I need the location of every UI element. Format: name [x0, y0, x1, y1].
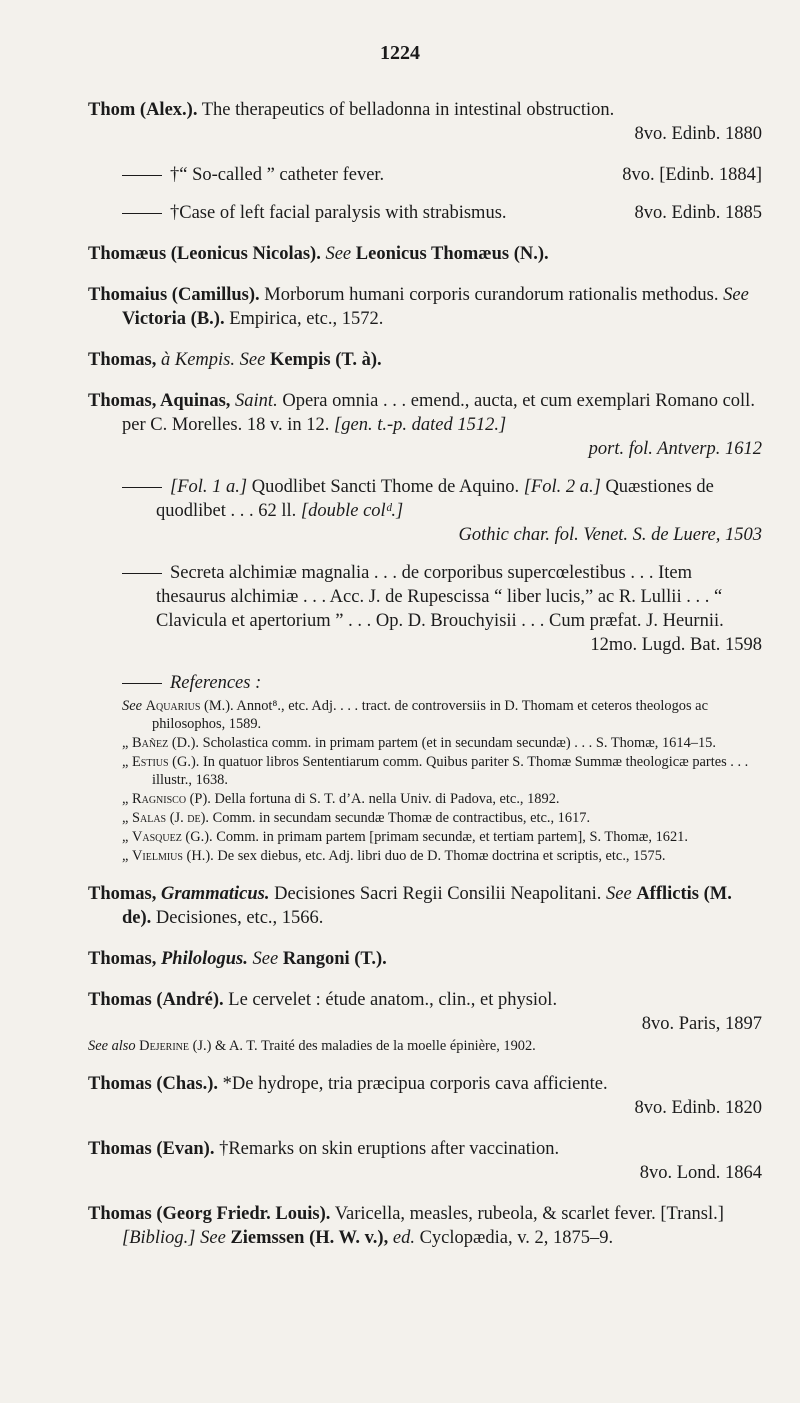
- entry-thomas-evan: [88, 1137, 762, 1185]
- entry-title: †Case of left facial paralysis with strabismus.: [170, 203, 507, 223]
- entry-title: Secreta alchimiæ magnalia . . . de corporibus supercœlestibus . . . Item thesaurus alchimiæ . . . Acc. J. de Rupescissa “ liber lucis,” ac R. Lullii . . . “ Clavicula et apertorium ” . . . Op. D. Brouchyisii . . . Cum præfat. J. Heurnii.: [156, 563, 724, 631]
- entry-thomas-andre: [88, 988, 762, 1055]
- entry-heading: Thomas,: [88, 884, 157, 904]
- entry-aquinas-quodlibet: [88, 475, 762, 547]
- entry-heading-qualifier: Saint.: [235, 391, 278, 411]
- ref-prefix: „: [122, 791, 129, 807]
- cross-reference: Leonicus Thomæus (N.).: [355, 244, 549, 264]
- see-label: See: [200, 1228, 226, 1248]
- entry-imprint: 8vo. Edinb. 1820: [634, 1098, 762, 1118]
- entry-title: Decisiones Sacri Regii Consilii Neapolitani.: [274, 884, 602, 904]
- entry-rest: Cyclopædia, v. 2, 1875–9.: [419, 1228, 614, 1248]
- entry-heading-qualifier: Grammaticus.: [161, 884, 270, 904]
- ref-text: Annot⁸., etc. Adj. . . . tract. de controversiis in D. Thomam et ceteros theologos ac philosophos, 1589.: [152, 698, 708, 732]
- entry-title: Opera omnia . . . emend., aucta, et cum exemplari Romano coll. per C. Morelles. 18 v. in 12.: [122, 391, 755, 435]
- entry-heading-qualifier: à Kempis.: [161, 350, 235, 370]
- entry-thomas-philologus: [88, 947, 762, 971]
- references-list: [122, 697, 762, 865]
- reference-item: [122, 753, 762, 789]
- ref-text: Della fortuna di S. T. d’A. nella Univ. di Padova, etc., 1892.: [214, 791, 560, 807]
- entry-title: Quodlibet Sancti Thome de Aquino.: [251, 477, 520, 497]
- entry-imprint: 8vo. [Edinb. 1884]: [622, 165, 762, 185]
- entry-imprint: Gothic char. fol. Venet. S. de Luere, 1503: [458, 525, 762, 545]
- entry-title: The therapeutics of belladonna in intestinal obstruction.: [201, 100, 615, 120]
- cross-reference: Victoria (B.).: [122, 309, 225, 329]
- entry-heading: Thomas,: [88, 350, 157, 370]
- ditto-dash: [122, 175, 162, 176]
- entry-thomaius: [88, 283, 762, 331]
- ref-name: Estius (G.).: [132, 754, 200, 770]
- cross-reference: Ziemssen (H. W. v.),: [230, 1228, 389, 1248]
- see-also-note: [88, 1037, 762, 1055]
- reference-item: [122, 790, 762, 808]
- ref-name: Vasquez (G.).: [132, 829, 213, 845]
- entry-thomas-chas: [88, 1072, 762, 1120]
- folio-note: [Fol. 2 a.]: [523, 477, 601, 497]
- ref-text: In quatuor libros Sententiarum comm. Quibus pariter S. Thomæ Summæ theologicæ partes . . . illustr., 1638.: [152, 754, 749, 788]
- entry-rest: Decisiones, etc., 1566.: [155, 908, 324, 928]
- entry-heading: Thomas (Georg Friedr. Louis).: [88, 1204, 331, 1224]
- reference-item: [122, 828, 762, 846]
- see-also-text: Traité des maladies de la moelle épinière, 1902.: [260, 1038, 536, 1054]
- cross-reference: Afflictis (M. de).: [122, 884, 732, 928]
- entry-note: [double colᵈ.]: [300, 501, 404, 521]
- ref-name: Bañez (D.).: [132, 735, 200, 751]
- entry-title: Varicella, measles, rubeola, & scarlet fever. [Transl.]: [334, 1204, 724, 1224]
- see-also-name: Dejerine (J.) & A. T.: [139, 1038, 258, 1054]
- entry-thomaeus: [88, 242, 762, 266]
- entry-thomas-kempis: [88, 348, 762, 372]
- entry-heading-qualifier: Philologus.: [161, 949, 248, 969]
- entry-imprint: port. fol. Antverp. 1612: [588, 439, 762, 459]
- ref-prefix: „: [122, 735, 129, 751]
- ref-text: Comm. in secundam secundæ Thomæ de contractibus, etc., 1617.: [212, 810, 591, 826]
- entry-note: [gen. t.-p. dated 1512.]: [334, 415, 507, 435]
- entry-heading: Thomaius (Camillus).: [88, 285, 260, 305]
- see-label: See: [325, 244, 352, 264]
- entry-heading: Thomas, Aquinas,: [88, 391, 231, 411]
- entry-thom-alex: [88, 98, 762, 146]
- entry-imprint: 8vo. Edinb. 1885: [634, 203, 762, 223]
- entry-title: †Remarks on skin eruptions after vaccination.: [219, 1139, 560, 1159]
- ditto-dash: [122, 487, 162, 488]
- ref-text: Comm. in primam partem [primam secundæ, et tertiam partem], S. Thomæ, 1621.: [216, 829, 688, 845]
- entry-title: Le cervelet : étude anatom., clin., et physiol.: [228, 990, 558, 1010]
- entry-note: [Bibliog.]: [122, 1228, 196, 1248]
- ref-prefix: „: [122, 810, 129, 826]
- folio-note: [Fol. 1 a.]: [170, 477, 248, 497]
- entry-thomas-grammaticus: [88, 882, 762, 930]
- see-label: See: [252, 949, 279, 969]
- see-label: See: [239, 350, 266, 370]
- entry-title-2: Quæstiones de quodlibet . . . 62 ll.: [156, 477, 714, 521]
- entry-thom-catheter: [88, 163, 762, 187]
- editor-label: ed.: [392, 1228, 415, 1248]
- entry-title: †“ So-called ” catheter fever.: [170, 165, 385, 185]
- entry-heading: Thomæus (Leonicus Nicolas).: [88, 244, 321, 264]
- entry-rest: Empirica, etc., 1572.: [229, 309, 384, 329]
- entry-thomas-aquinas: [88, 389, 762, 461]
- ref-name: Salas (J. de).: [132, 810, 210, 826]
- ref-prefix: „: [122, 754, 129, 770]
- entry-heading: Thomas,: [88, 949, 157, 969]
- entry-thomas-georg: [88, 1202, 762, 1250]
- entry-heading: Thomas (Chas.).: [88, 1074, 219, 1094]
- reference-item: [122, 697, 762, 733]
- entry-title: Morborum humani corporis curandorum rationalis methodus.: [264, 285, 719, 305]
- entry-thom-facial: [88, 201, 762, 225]
- ditto-dash: [122, 213, 162, 214]
- references-label: References :: [170, 673, 262, 693]
- entry-aquinas-alchimia: [88, 561, 762, 657]
- entry-heading: Thomas (André).: [88, 990, 224, 1010]
- entry-heading: Thom (Alex.).: [88, 100, 198, 120]
- ref-name: Ragnisco (P).: [132, 791, 211, 807]
- entry-imprint: 8vo. Edinb. 1880: [634, 124, 762, 144]
- ref-prefix: See: [122, 698, 142, 714]
- reference-item: [122, 734, 762, 752]
- reference-item: [122, 809, 762, 827]
- references-heading: [88, 671, 762, 695]
- ref-text: Scholastica comm. in primam partem (et in secundam secundæ) . . . S. Thomæ, 1614–15.: [202, 735, 716, 751]
- entry-title: *De hydrope, tria præcipua corporis cava afficiente.: [222, 1074, 608, 1094]
- cross-reference: Kempis (T. à).: [269, 350, 382, 370]
- entry-imprint: 8vo. Lond. 1864: [639, 1163, 762, 1183]
- see-also-label: See also: [88, 1038, 136, 1054]
- ref-prefix: „: [122, 848, 129, 864]
- ref-text: De sex diebus, etc. Adj. libri duo de D. Thomæ doctrina et scriptis, etc., 1575.: [217, 848, 666, 864]
- ditto-dash: [122, 573, 162, 574]
- cross-reference: Rangoni (T.).: [282, 949, 387, 969]
- entry-imprint: 12mo. Lugd. Bat. 1598: [590, 635, 762, 655]
- ref-name: Aquarius (M.).: [145, 698, 234, 714]
- entry-imprint: 8vo. Paris, 1897: [641, 1014, 762, 1034]
- see-label: See: [723, 285, 749, 305]
- reference-item: [122, 847, 762, 865]
- page-number: 1224: [380, 42, 420, 64]
- ref-name: Vielmius (H.).: [132, 848, 214, 864]
- ref-prefix: „: [122, 829, 129, 845]
- see-label: See: [606, 884, 632, 904]
- ditto-dash: [122, 683, 162, 684]
- entry-heading: Thomas (Evan).: [88, 1139, 215, 1159]
- entries-column: [88, 98, 762, 1267]
